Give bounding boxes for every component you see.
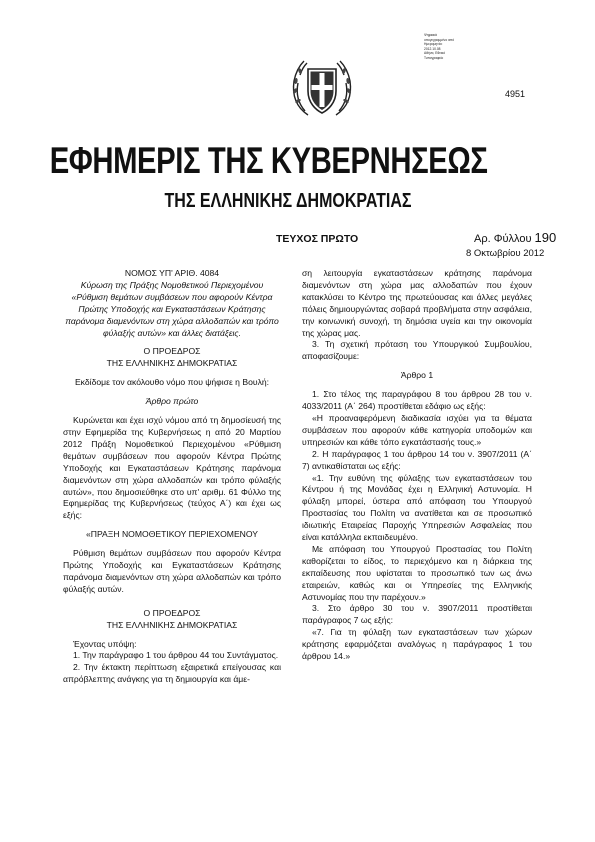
paragraph: «1. Την ευθύνη της φύλαξης των εγκαταστάσεων του Κέντρου ή της Μονάδας έχει η Ελληνική Αστυνομία. Η φύλαξη μπορεί, ύστερα από απόφαση του Υπουργού Προστασίας του Πολίτη να ανατίθεται και σε προσωπικό ιδιωτικής Εταιρείας Παροχής Υπηρεσιών Ασφαλείας που είναι κατάλληλα εκπαιδευμένο. [302,472,532,543]
paragraph: Άρθρο πρώτο [145,396,199,407]
masthead-subtitle: ΤΗΣ ΕΛΛΗΝΙΚΗΣ ΔΗΜΟΚΡΑΤΙΑΣ [164,190,412,212]
paragraph: Ρύθμιση θεμάτων συμβάσεων που αφορούν Κέντρα Πρώτης Υποδοχής και Εγκαταστάσεων Κράτησης παράνομα διαμενόντων στη χώρα αλλοδαπών και τρόπο φύλαξής αυτών. [63,548,281,594]
paragraph: ΤΗΣ ΕΛΛΗΝΙΚΗΣ ΔΗΜΟΚΡΑΤΙΑΣ [106,619,238,630]
paragraph: Με απόφαση του Υπουργού Προστασίας του Πολίτη καθορίζεται το είδος, το περιεχόμενο και η διάρκεια της εκπαίδευσης που υφίσταται το προσωπικό των ως άνω εταιρειών, καθώς και οι Υπηρεσίες της Ελληνικής Αστυνομίας που την παρέχουν.» [302,543,532,602]
paragraph-gap [63,632,281,639]
paragraph: ΝΟΜΟΣ ΥΠ' ΑΡΙΘ. 4084 [124,268,220,278]
paragraph: Έχοντας υπόψη: [73,638,137,649]
paragraph-gap [63,370,281,377]
paragraph: 3. Τη σχετική πρόταση του Υπουργικού Συμβουλίου, αποφασίζουμε: [302,339,532,362]
sheet-label: Αρ. Φύλλου [474,233,532,245]
paragraph: «ΠΡΑΞΗ ΝΟΜΟΘΕΤΙΚΟΥ ΠΕΡΙΕΧΟΜΕΝΟΥ [85,529,259,540]
sheet-number-label [474,230,556,245]
paragraph: Ο ΠΡΟΕΔΡΟΣ [143,607,201,618]
paragraph-gap [63,596,281,608]
page-number: 4951 [505,89,526,99]
paragraph-gap [63,389,281,396]
masthead-title: ΕΦΗΜΕΡΙΣ ΤΗΣ ΚΥΒΕΡΝΗΣΕΩΣ [49,140,488,181]
paragraph: Άρθρο 1 [400,370,434,381]
paragraph-gap [63,339,281,346]
paragraph: 2. Την έκτακτη περίπτωση εξαιρετικά επείγουσας και απρόβλεπτης ανάγκης για τη δημιουργία και άμε- [63,662,281,685]
paragraph: 1. Στο τέλος της παραγράφου 8 του άρθρου 28 του ν. 4033/2011 (Α΄ 264) προστίθεται εδάφιο ως εξής: [302,389,532,412]
stamp-line: υπογεγραμμένο από [424,37,455,42]
paragraph: 3. Στο άρθρο 30 του ν. 3907/2011 προστίθεται παράγραφος 7 ως εξής: [302,603,532,626]
sheet-number: 190 [534,230,557,245]
paragraph-gap [63,541,281,548]
paragraph: «Η προαναφερόμενη διαδικασία ισχύει για τα θέματα συμβάσεων που αφορούν κάθε κατηγορία υποδομών και υπηρεσιών και κάθε τόπο εγκατάστασής τους.» [302,412,532,447]
right-column [302,268,532,663]
paragraph: ση λειτουργία εγκαταστάσεων κράτησης παράνομα διαμενόντων στη χώρα μας αλλοδαπών που έχουν κατακλύσει το Κέντρο της πρωτεύουσας και άλλες μεγάλες πόλεις δημιουργώντας σοβαρά προβλήματα στην ασφάλεια, την κοινωνική συνοχή, τη δημόσια υγεία και την οικονομία της χώρας μας. [302,268,532,338]
stamp-line: Ψηφιακά [424,33,437,37]
paragraph-gap [63,408,281,415]
paragraph: Ο ΠΡΟΕΔΡΟΣ [143,346,201,357]
issue-date: 8 Οκτωβρίου 2012 [466,248,545,259]
stamp-line: Αθήνα, Εθνικό [424,51,446,55]
paragraph-gap [63,522,281,529]
left-column [63,268,281,686]
paragraph: Κυρώνεται και έχει ισχύ νόμου από τη δημοσίευσή της στην Εφημερίδα της Κυβερνήσεως η από 20 Μαρτίου 2012 Πράξη Νομοθετικού Περιεχομένου «Ρύθμιση θεμάτων συμβάσεων που αφορούν Κέντρα Πρώτης Υποδοχής και Εγκαταστάσεων Κράτησης παράνομα διαμενόντων στη χώρα αλλοδαπών και τρόπο φύλαξής αυτών», που δημοσιεύθηκε στο υπ' αριθμ. 61 Φύλλο της Εφημερίδας της Κυβερνήσεως (τεύχος Α΄) και έχει ως εξής: [63,415,281,521]
paragraph: Εκδίδομε τον ακόλουθο νόμο που ψήφισε η Βουλή: [74,377,270,388]
paragraph-gap [302,363,532,370]
paragraph: 2. Η παράγραφος 1 του άρθρου 14 του ν. 3907/2011 (Α΄ 7) αντικαθίσταται ως εξής: [302,448,532,471]
paragraph: 1. Την παράγραφο 1 του άρθρου 44 του Συντάγματος. [73,650,279,661]
issue-label: ΤΕΥΧΟΣ ΠΡΩΤΟ [276,233,359,245]
paragraph: «7. Για τη φύλαξη των εγκαταστάσεων των χώρων κράτησης εφαρμόζεται αναλόγως η παράγραφος 1 του άρθρου 14.» [302,627,532,662]
coat-of-arms-emblem [288,55,356,123]
paragraph: Κύρωση της Πράξης Νομοθετικού Περιεχομένου «Ρύθμιση θεμάτων συμβάσεων που αφορούν Κέντρα Πρώτης Υποδοχής και Εγκαταστάσεων Κράτησης παράνομα διαμενόντων στη χώρα αλλοδαπών και τρόπο φύλαξής αυτών» και άλλες διατάξεις. [65,279,279,338]
paragraph-gap [302,382,532,389]
stamp-line: Τυπογραφείο [424,55,444,60]
signature-stamp [424,33,476,60]
paragraph: ΤΗΣ ΕΛΛΗΝΙΚΗΣ ΔΗΜΟΚΡΑΤΙΑΣ [106,358,238,369]
stamp-line: Ημερομηνία: [424,42,443,46]
stamp-line: 2012.10.08 [424,46,441,51]
